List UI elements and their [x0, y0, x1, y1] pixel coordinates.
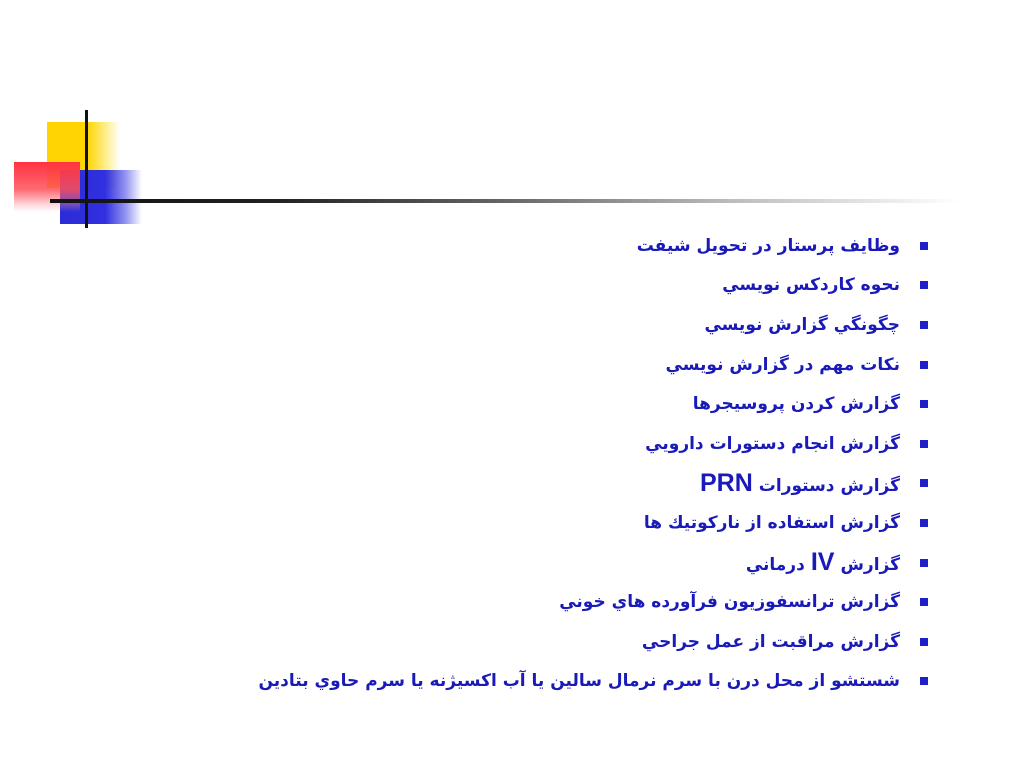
list-item-text: گزارش كردن پروسيجرها: [692, 394, 900, 415]
bullet-list: [168, 226, 928, 701]
bullet-square-icon: [920, 638, 928, 646]
list-item-text-rtl: گزارش دستورات: [758, 475, 900, 496]
list-item-text: [746, 548, 900, 577]
list-item-text-rtl-end: درماني: [745, 555, 805, 576]
list-item: [168, 543, 928, 583]
list-item-text: گزارش انجام دستورات دارويي: [645, 433, 900, 454]
bullet-square-icon: [920, 361, 928, 369]
list-item: [168, 424, 928, 464]
list-item: [168, 384, 928, 424]
list-item: [168, 622, 928, 662]
bullet-square-icon: [920, 281, 928, 289]
list-item-text: شستشو از محل درن با سرم نرمال سالين يا آب اكسيژنه يا سرم حاوي بتادين: [258, 671, 900, 692]
bullet-square-icon: [920, 440, 928, 448]
list-item-text: گزارش ترانسفوزيون فرآورده هاي خوني: [559, 592, 900, 613]
list-item-latin-term: IV: [810, 548, 835, 577]
list-item-text: گزارش مراقبت از عمل جراحي: [641, 631, 900, 652]
list-item-text: گزارش استفاده از ناركوتيك ها: [643, 512, 900, 533]
list-item-text: نحوه كاردكس نويسي: [722, 275, 900, 296]
list-item-text-rtl: گزارش: [840, 555, 900, 576]
list-item: [168, 226, 928, 266]
bullet-square-icon: [920, 479, 928, 487]
vertical-rule: [85, 110, 88, 228]
list-item-latin-term: PRN: [700, 468, 753, 497]
list-item-text: نكات مهم در گزارش نويسي: [665, 354, 900, 375]
red-square-decoration: [14, 162, 80, 212]
list-item: [168, 266, 928, 306]
bullet-square-icon: [920, 242, 928, 250]
list-item: [168, 582, 928, 622]
list-item: [168, 305, 928, 345]
list-item-text: [694, 469, 900, 498]
bullet-square-icon: [920, 598, 928, 606]
list-item-text: وظايف پرستار در تحويل شيفت: [636, 235, 900, 256]
bullet-square-icon: [920, 400, 928, 408]
bullet-square-icon: [920, 677, 928, 685]
list-item-text: چگونگي گزارش نويسي: [704, 314, 900, 335]
list-item: [168, 503, 928, 543]
list-item: [168, 345, 928, 385]
bullet-square-icon: [920, 559, 928, 567]
bullet-square-icon: [920, 321, 928, 329]
list-item: [168, 662, 928, 702]
list-item: [168, 464, 928, 504]
bullet-square-icon: [920, 519, 928, 527]
horizontal-rule: [50, 199, 960, 203]
